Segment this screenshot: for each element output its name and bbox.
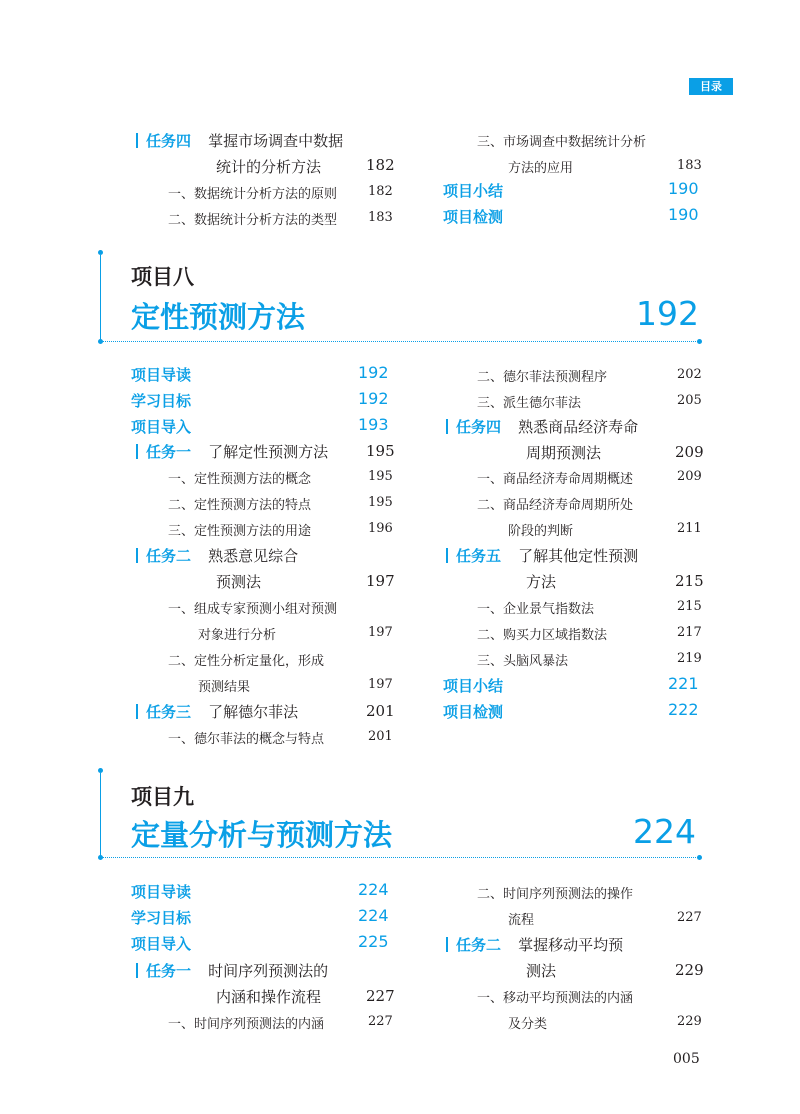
frame-line [103,857,700,858]
task-row[interactable] [136,130,343,151]
task-row[interactable] [446,934,623,955]
page-number: 195 [366,442,395,460]
task-label: 任务五 [456,547,502,565]
page-number: 209 [675,443,704,461]
task-row[interactable] [446,416,638,437]
page-number: 201 [366,702,395,720]
toc-item[interactable]: 一、移动平均预测法的内涵 [477,991,634,1006]
toc-item[interactable]: 二、商品经济寿命周期所处 [477,498,634,513]
task-title-cont: 内涵和操作流程 [216,988,322,1006]
task-marker [446,548,448,563]
goal-link[interactable]: 学习目标 [131,392,192,410]
summary-link[interactable]: 项目小结 [443,182,504,200]
toc-item[interactable]: 二、购买力区域指数法 [477,628,608,643]
toc-item[interactable]: 一、组成专家预测小组对预测 [168,602,338,617]
page-number: 227 [366,987,395,1005]
toc-item[interactable]: 一、企业景气指数法 [477,602,595,617]
page-number: 192 [358,389,389,408]
section-badge: 目录 [689,78,733,95]
page-number: 183 [368,210,393,225]
task-label: 任务四 [456,418,502,436]
intro-link[interactable]: 项目导入 [131,418,192,436]
page-number: 193 [358,415,389,434]
task-label: 任务二 [146,547,192,565]
page-number: 196 [368,521,393,536]
task-title: 掌握移动平均预 [518,936,624,954]
toc-item-cont: 预测结果 [198,680,251,695]
page-number: 219 [677,651,702,666]
project-page: 192 [636,294,699,333]
summary-link[interactable]: 项目小结 [443,677,504,695]
toc-item-cont: 阶段的判断 [508,524,574,539]
page-number: 227 [368,1014,393,1029]
page-number: 205 [677,393,702,408]
task-marker [136,963,138,978]
frame-dot [697,855,702,860]
goal-link[interactable]: 学习目标 [131,909,192,927]
task-row[interactable] [446,545,638,566]
toc-item[interactable]: 二、定性分析定量化，形成 [168,654,325,669]
toc-item[interactable]: 一、数据统计分析方法的原则 [168,187,338,202]
task-label: 任务一 [146,962,192,980]
task-title: 熟悉意见综合 [208,547,299,565]
toc-item[interactable]: 一、德尔菲法的概念与特点 [168,732,325,747]
task-title-cont: 周期预测法 [526,444,602,462]
toc-item[interactable]: 二、数据统计分析方法的类型 [168,213,338,228]
task-label: 任务一 [146,443,192,461]
page-number: 217 [677,625,702,640]
frame-line [103,341,700,342]
page-number: 224 [358,880,389,899]
task-title: 了解德尔菲法 [208,703,299,721]
task-marker [446,937,448,952]
page-number: 215 [677,599,702,614]
task-row[interactable] [136,701,298,722]
page-number: 224 [358,906,389,925]
task-marker [136,548,138,563]
task-marker [136,133,138,148]
toc-item-cont: 及分类 [508,1017,548,1032]
guide-link[interactable]: 项目导读 [131,366,192,384]
project-label: 项目八 [131,265,194,289]
toc-item[interactable]: 三、派生德尔菲法 [477,396,582,411]
page-number: 227 [677,910,702,925]
frame-line [100,255,101,341]
task-marker [446,419,448,434]
task-title: 掌握市场调查中数据 [208,132,344,150]
task-title-cont: 测法 [526,962,557,980]
task-title-cont: 统计的分析方法 [216,158,322,176]
project-page: 224 [633,812,696,851]
page-number: 190 [668,179,699,198]
page-number: 182 [368,184,393,199]
toc-item[interactable]: 二、德尔菲法预测程序 [477,370,608,385]
task-title-cont: 方法 [526,573,557,591]
check-link[interactable]: 项目检测 [443,703,504,721]
page-number: 197 [368,625,393,640]
task-label: 任务四 [146,132,192,150]
task-title: 熟悉商品经济寿命 [518,418,639,436]
page-number: 197 [366,572,395,590]
page-number: 195 [368,469,393,484]
page-number: 229 [677,1014,702,1029]
toc-item[interactable]: 一、定性预测方法的概念 [168,472,312,487]
page-number: 182 [366,156,395,174]
page-number: 211 [677,521,702,536]
check-link[interactable]: 项目检测 [443,208,504,226]
task-title-cont: 预测法 [216,573,262,591]
task-title: 了解定性预测方法 [208,443,329,461]
page-number: 192 [358,363,389,382]
toc-item[interactable]: 一、时间序列预测法的内涵 [168,1017,325,1032]
page-number: 195 [368,495,393,510]
toc-item[interactable]: 三、头脑风暴法 [477,654,569,669]
task-row[interactable] [136,441,328,462]
page-number: 225 [358,932,389,951]
toc-item[interactable]: 一、商品经济寿命周期概述 [477,472,634,487]
page-number: 183 [677,158,702,173]
page-number: 190 [668,205,699,224]
toc-item-cont: 对象进行分析 [198,628,277,643]
toc-item[interactable]: 三、市场调查中数据统计分析 [477,135,647,150]
page-number: 202 [677,367,702,382]
toc-item-cont: 流程 [508,913,535,928]
page-number: 209 [677,469,702,484]
task-title: 了解其他定性预测 [518,547,639,565]
frame-dot [697,339,702,344]
project-title[interactable]: 定性预测方法 [131,300,306,334]
page-number: 229 [675,961,704,979]
toc-item[interactable]: 二、定性预测方法的特点 [168,498,312,513]
page-number: 215 [675,572,704,590]
project-title[interactable]: 定量分析与预测方法 [131,818,393,852]
page-footer-number: 005 [673,1051,700,1067]
page-number: 222 [668,700,699,719]
toc-item[interactable]: 二、时间序列预测法的操作 [477,887,634,902]
task-marker [136,704,138,719]
intro-link[interactable]: 项目导入 [131,935,192,953]
page-number: 197 [368,677,393,692]
task-row[interactable] [136,960,328,981]
task-label: 任务三 [146,703,192,721]
page-number: 221 [668,674,699,693]
frame-line [100,773,101,857]
task-label: 任务二 [456,936,502,954]
toc-item-cont: 方法的应用 [508,161,574,176]
project-label: 项目九 [131,785,194,809]
task-marker [136,444,138,459]
toc-item[interactable]: 三、定性预测方法的用途 [168,524,312,539]
page-number: 201 [368,729,393,744]
task-row[interactable] [136,545,298,566]
guide-link[interactable]: 项目导读 [131,883,192,901]
task-title: 时间序列预测法的 [208,962,329,980]
